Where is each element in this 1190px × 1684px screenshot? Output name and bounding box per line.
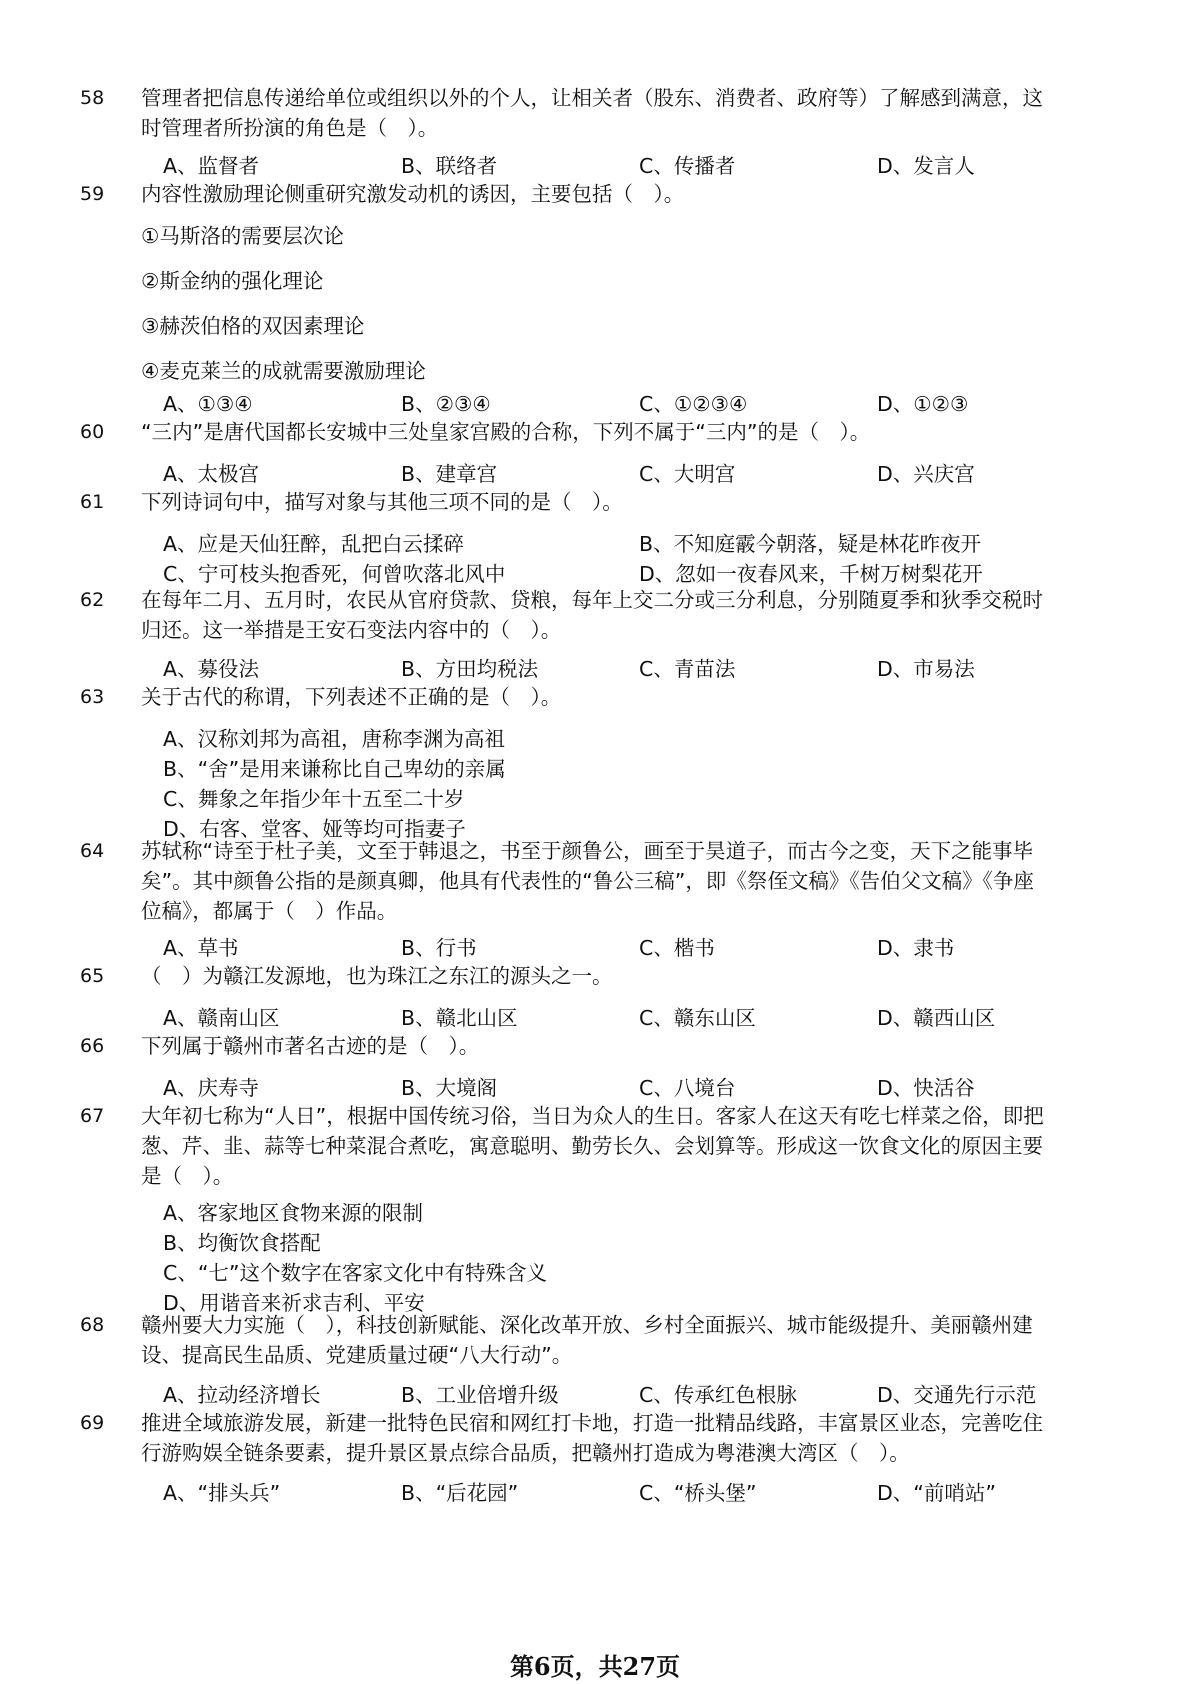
options-66 <box>163 1073 1083 1103</box>
options-61 <box>163 529 1083 589</box>
statement-item: ①马斯洛的需要层次论 <box>141 224 344 248</box>
options-69 <box>163 1478 1083 1508</box>
option-c[interactable]: C、“七”这个数字在客家文化中有特殊含义 <box>163 1261 548 1285</box>
option-d[interactable]: D、发言人 <box>877 154 975 178</box>
option-a[interactable]: A、募役法 <box>163 657 260 681</box>
question-stem <box>141 417 1081 447</box>
options-67 <box>163 1198 1083 1318</box>
option-d[interactable]: D、用谐音来祈求吉利、平安 <box>163 1291 425 1315</box>
option-a[interactable]: A、监督者 <box>163 154 260 178</box>
options-63 <box>163 724 1083 844</box>
option-a[interactable]: A、汉称刘邦为高祖，唐称李渊为高祖 <box>163 727 506 751</box>
option-c[interactable]: C、赣东山区 <box>639 1006 756 1030</box>
option-d[interactable]: D、快活谷 <box>877 1076 975 1100</box>
option-b[interactable]: B、均衡饮食搭配 <box>163 1231 321 1255</box>
stem-line: 苏轼称“诗至于杜子美，文至于韩退之，书至于颜鲁公，画至于昊道子，而古今之变，天下之能事毕 <box>141 839 1034 863</box>
stem-line: 归还。这一举措是王安石变法内容中的（ ）。 <box>141 618 562 642</box>
option-d[interactable]: D、市易法 <box>877 657 975 681</box>
stem-line: 葱、芹、韭、蒜等七种菜混合煮吃，寓意聪明、勤劳长久、会划算等。形成这一饮食文化的原因主要 <box>141 1134 1043 1158</box>
statement-item: ②斯金纳的强化理论 <box>141 269 324 293</box>
options-58 <box>163 151 1083 181</box>
stem-line: 关于古代的称谓，下列表述不正确的是（ ）。 <box>141 685 562 709</box>
option-a[interactable]: A、庆寿寺 <box>163 1076 260 1100</box>
question-number: 65 <box>80 965 105 987</box>
option-a[interactable]: A、拉动经济增长 <box>163 1383 321 1407</box>
option-b[interactable]: B、“后花园” <box>401 1481 519 1505</box>
option-a[interactable]: A、“排头兵” <box>163 1481 281 1505</box>
option-c[interactable]: C、①②③④ <box>639 392 748 416</box>
question-number: 60 <box>80 421 105 443</box>
question-number: 61 <box>80 491 105 513</box>
option-d[interactable]: D、右客、堂客、娅等均可指妻子 <box>163 817 466 841</box>
option-c[interactable]: C、舞象之年指少年十五至二十岁 <box>163 787 465 811</box>
option-c[interactable]: C、“桥头堡” <box>639 1481 757 1505</box>
option-c[interactable]: C、青苗法 <box>639 657 736 681</box>
stem-line: 内容性激励理论侧重研究激发动机的诱因，主要包括（ ）。 <box>141 182 685 206</box>
option-c[interactable]: C、宁可枝头抱香死，何曾吹落北风中 <box>163 562 506 586</box>
option-b[interactable]: B、行书 <box>401 936 477 960</box>
options-59 <box>163 389 1083 419</box>
option-d[interactable]: D、交通先行示范 <box>877 1383 1037 1407</box>
question-stem <box>141 836 1081 926</box>
option-b[interactable]: B、工业倍增升级 <box>401 1383 559 1407</box>
options-62 <box>163 654 1083 684</box>
stem-line: 是（ ）。 <box>141 1164 234 1188</box>
option-c[interactable]: C、大明宫 <box>639 462 736 486</box>
stem-line: 行游购娱全链条要素，提升景区景点综合品质，把赣州打造成为粤港澳大湾区（ ）。 <box>141 1441 910 1465</box>
statement-item: ④麦克莱兰的成就需要激励理论 <box>141 359 426 383</box>
option-c[interactable]: C、传播者 <box>639 154 736 178</box>
page-footer: 第6页，共27页 <box>509 1652 681 1681</box>
statement-list-59 <box>141 221 426 401</box>
question-stem <box>141 1310 1081 1370</box>
stem-line: （ ）为赣江发源地，也为珠江之东江的源头之一。 <box>141 964 613 988</box>
stem-line: 位稿》，都属于（ ）作品。 <box>141 899 398 923</box>
stem-line: “三内”是唐代国都长安城中三处皇家宫殿的合称，下列不属于“三内”的是（ ）。 <box>141 420 871 444</box>
question-number: 58 <box>80 87 105 109</box>
question-stem <box>141 487 1081 517</box>
question-stem <box>141 1408 1081 1468</box>
question-stem <box>141 1031 1081 1061</box>
stem-line: 推进全域旅游发展，新建一批特色民宿和网红打卡地，打造一批精品线路，丰富景区业态，完善吃住 <box>141 1411 1043 1435</box>
option-a[interactable]: A、赣南山区 <box>163 1006 280 1030</box>
stem-line: 管理者把信息传递给单位或组织以外的个人，让相关者（股东、消费者、政府等）了解感到满意，这 <box>141 86 1043 110</box>
question-number: 64 <box>80 840 105 862</box>
question-number: 59 <box>80 183 105 205</box>
option-b[interactable]: B、“舍”是用来谦称比自己卑幼的亲属 <box>163 757 506 781</box>
question-number: 66 <box>80 1035 105 1057</box>
question-stem <box>141 682 1081 712</box>
option-b[interactable]: B、不知庭霰今朝落，疑是林花昨夜开 <box>639 532 982 556</box>
option-c[interactable]: C、八境台 <box>639 1076 736 1100</box>
stem-line: 下列诗词句中，描写对象与其他三项不同的是（ ）。 <box>141 490 623 514</box>
stem-line: 大年初七称为“人日”，根据中国传统习俗，当日为众人的生日。客家人在这天有吃七样菜之俗，即把 <box>141 1104 1044 1128</box>
option-d[interactable]: D、“前哨站” <box>877 1481 997 1505</box>
question-stem <box>141 83 1081 143</box>
option-c[interactable]: C、楷书 <box>639 936 715 960</box>
option-b[interactable]: B、方田均税法 <box>401 657 539 681</box>
question-stem <box>141 585 1081 645</box>
option-b[interactable]: B、赣北山区 <box>401 1006 518 1030</box>
question-number: 69 <box>80 1412 105 1434</box>
stem-line: 赣州要大力实施（ ），科技创新赋能、深化改革开放、乡村全面振兴、城市能级提升、美丽赣州建 <box>141 1313 1033 1337</box>
option-d[interactable]: D、忽如一夜春风来，千树万树梨花开 <box>639 562 983 586</box>
stem-line: 在每年二月、五月时，农民从官府贷款、贷粮，每年上交二分或三分利息，分别随夏季和狄季交税时 <box>141 588 1043 612</box>
stem-line: 时管理者所扮演的角色是（ ）。 <box>141 116 439 140</box>
question-stem <box>141 179 1081 209</box>
question-number: 63 <box>80 686 105 708</box>
option-a[interactable]: A、客家地区食物来源的限制 <box>163 1201 424 1225</box>
question-number: 67 <box>80 1105 105 1127</box>
options-64 <box>163 933 1083 963</box>
option-c[interactable]: C、传承红色根脉 <box>639 1383 797 1407</box>
question-number: 68 <box>80 1314 105 1336</box>
stem-line: 矣”。其中颜鲁公指的是颜真卿，他具有代表性的“鲁公三稿”，即《祭侄文稿》《告伯父文稿》《争座 <box>141 869 1034 893</box>
option-d[interactable]: D、①②③ <box>877 392 969 416</box>
option-b[interactable]: B、联络者 <box>401 154 498 178</box>
option-d[interactable]: D、兴庆宫 <box>877 462 975 486</box>
option-a[interactable]: A、应是天仙狂醉，乱把白云揉碎 <box>163 532 465 556</box>
stem-line: 设、提高民生品质、党建质量过硬“八大行动”。 <box>141 1343 573 1367</box>
option-a[interactable]: A、草书 <box>163 936 239 960</box>
statement-item: ③赫茨伯格的双因素理论 <box>141 314 365 338</box>
option-b[interactable]: B、②③④ <box>401 392 491 416</box>
question-stem <box>141 961 1081 991</box>
options-68 <box>163 1380 1083 1410</box>
option-b[interactable]: B、大境阁 <box>401 1076 498 1100</box>
options-65 <box>163 1003 1083 1033</box>
options-60 <box>163 459 1083 489</box>
stem-line: 下列属于赣州市著名古迹的是（ ）。 <box>141 1034 480 1058</box>
option-b[interactable]: B、建章宫 <box>401 462 498 486</box>
question-number: 62 <box>80 589 105 611</box>
question-stem <box>141 1101 1081 1191</box>
option-a[interactable]: A、①③④ <box>163 392 253 416</box>
option-d[interactable]: D、赣西山区 <box>877 1006 996 1030</box>
option-a[interactable]: A、太极宫 <box>163 462 260 486</box>
option-d[interactable]: D、隶书 <box>877 936 955 960</box>
